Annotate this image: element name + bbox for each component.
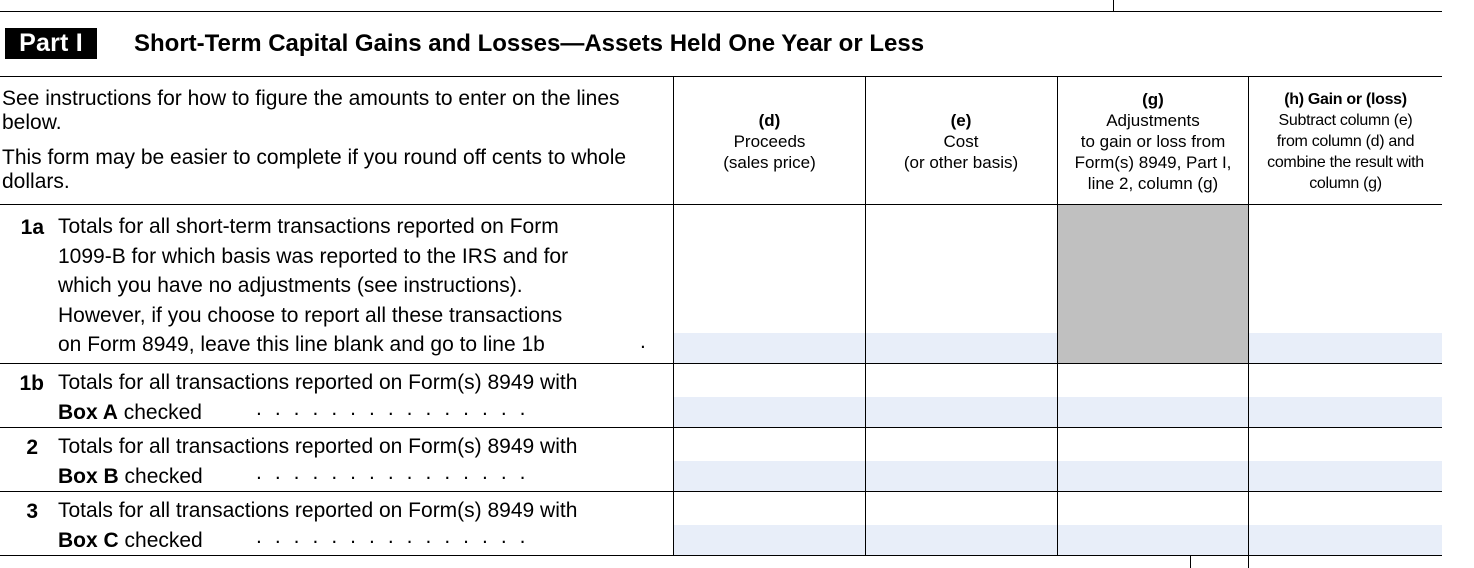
part-badge: Part I <box>5 28 97 59</box>
line-1b-checked: checked <box>117 400 202 424</box>
column-divider-h <box>1248 76 1249 568</box>
line-1a-text-2: 1099-B for which basis was reported to the IRS and for <box>58 244 569 268</box>
line-1a-proceeds-field[interactable] <box>674 205 865 363</box>
column-e-letter: (e) <box>950 110 972 130</box>
line-3-cost-field[interactable] <box>865 492 1057 555</box>
column-d-line1: Proceeds <box>733 131 806 151</box>
column-h-line3: combine the result with <box>1267 153 1424 171</box>
line-2-proceeds-field[interactable] <box>674 428 865 491</box>
line-3-box: Box C <box>58 528 119 552</box>
part-title: Short-Term Capital Gains and Losses—Assets Held One Year or Less <box>134 30 925 57</box>
column-header-e <box>865 78 1057 204</box>
line-2-text-1: Totals for all transactions reported on Form(s) 8949 with <box>58 435 578 458</box>
line-number-3: 3 <box>26 500 38 523</box>
column-h-line2: from column (d) and <box>1276 132 1415 150</box>
column-header-d <box>674 78 865 204</box>
column-e-line2: (or other basis) <box>903 152 1019 172</box>
line-1a-cost-field[interactable] <box>865 205 1057 363</box>
line-1b-cost-field[interactable] <box>865 364 1057 427</box>
line-1a-text-1: Totals for all short-term transactions reported on Form <box>58 215 559 238</box>
line-2-cost-field[interactable] <box>865 428 1057 491</box>
line-3-leader-dots: ............... <box>256 525 539 548</box>
line-1a-gain-loss-field[interactable] <box>1249 205 1442 363</box>
line-1b-gain-loss-field[interactable] <box>1249 364 1442 427</box>
column-e-line1: Cost <box>943 131 979 151</box>
column-h-line4: column (g) <box>1309 174 1382 192</box>
column-g-letter: (g) <box>1142 89 1164 109</box>
intro-instructions: See instructions for how to figure the amounts to enter on the lines below. <box>2 87 620 134</box>
top-border-tick <box>1113 0 1114 11</box>
column-g-line3: Form(s) 8949, Part I, <box>1074 152 1232 172</box>
line-1b-adjustments-field[interactable] <box>1057 364 1249 427</box>
line-number-1a: 1a <box>20 216 44 239</box>
line-3-proceeds-field[interactable] <box>674 492 865 555</box>
line-2-box: Box B <box>58 464 119 488</box>
table-top-rule <box>0 76 1442 77</box>
line-2-adjustments-field[interactable] <box>1057 428 1249 491</box>
line-2-gain-loss-field[interactable] <box>1249 428 1442 491</box>
intro-rounding-note: This form may be easier to complete if you round off cents to whole dollars. <box>2 146 627 193</box>
column-g-line1: Adjustments <box>1106 110 1200 130</box>
row-1b-bottom-rule <box>0 427 1442 428</box>
line-2-checked: checked <box>118 464 203 488</box>
row-2-bottom-rule <box>0 491 1442 492</box>
bottom-tick <box>1190 556 1191 568</box>
top-border <box>0 11 1442 12</box>
line-3-adjustments-field[interactable] <box>1057 492 1249 555</box>
column-header-h <box>1249 78 1442 204</box>
line-1a-text-4: However, if you choose to report all these transactions <box>58 303 563 327</box>
column-header-g <box>1057 78 1249 204</box>
line-1a-text <box>58 212 670 360</box>
header-bottom-rule <box>0 204 1442 205</box>
line-1b-proceeds-field[interactable] <box>674 364 865 427</box>
row-1a-bottom-rule <box>0 363 1442 364</box>
line-1b-box: Box A <box>58 400 118 424</box>
line-1b-text-1: Totals for all transactions reported on Form(s) 8949 with <box>58 371 578 394</box>
column-divider-e <box>865 76 866 556</box>
column-h-title: (h) Gain or (loss) <box>1284 90 1407 108</box>
line-3-checked: checked <box>118 528 203 552</box>
column-d-letter: (d) <box>758 110 781 130</box>
column-d-line2: (sales price) <box>723 152 816 172</box>
line-1b-leader-dots: ............... <box>256 397 539 420</box>
shaded-cell-1a-g <box>1057 205 1248 363</box>
column-g-line2: to gain or loss from <box>1080 131 1226 151</box>
column-divider-g <box>1057 76 1058 556</box>
line-number-1b: 1b <box>19 372 44 395</box>
column-divider-d <box>673 76 674 556</box>
line-1a-leader-dots: . <box>640 330 659 353</box>
line-3-gain-loss-field[interactable] <box>1249 492 1442 555</box>
line-3-text-1: Totals for all transactions reported on Form(s) 8949 with <box>58 499 578 522</box>
column-g-line4: line 2, column (g) <box>1087 173 1219 193</box>
row-3-bottom-rule <box>0 555 1442 556</box>
line-1a-text-5: on Form 8949, leave this line blank and go to line 1b <box>58 333 545 356</box>
line-1a-text-3: which you have no adjustments (see instructions). <box>58 274 523 297</box>
line-2-leader-dots: ............... <box>256 461 539 484</box>
column-h-line1: Subtract column (e) <box>1278 111 1413 129</box>
line-number-2: 2 <box>26 436 38 459</box>
